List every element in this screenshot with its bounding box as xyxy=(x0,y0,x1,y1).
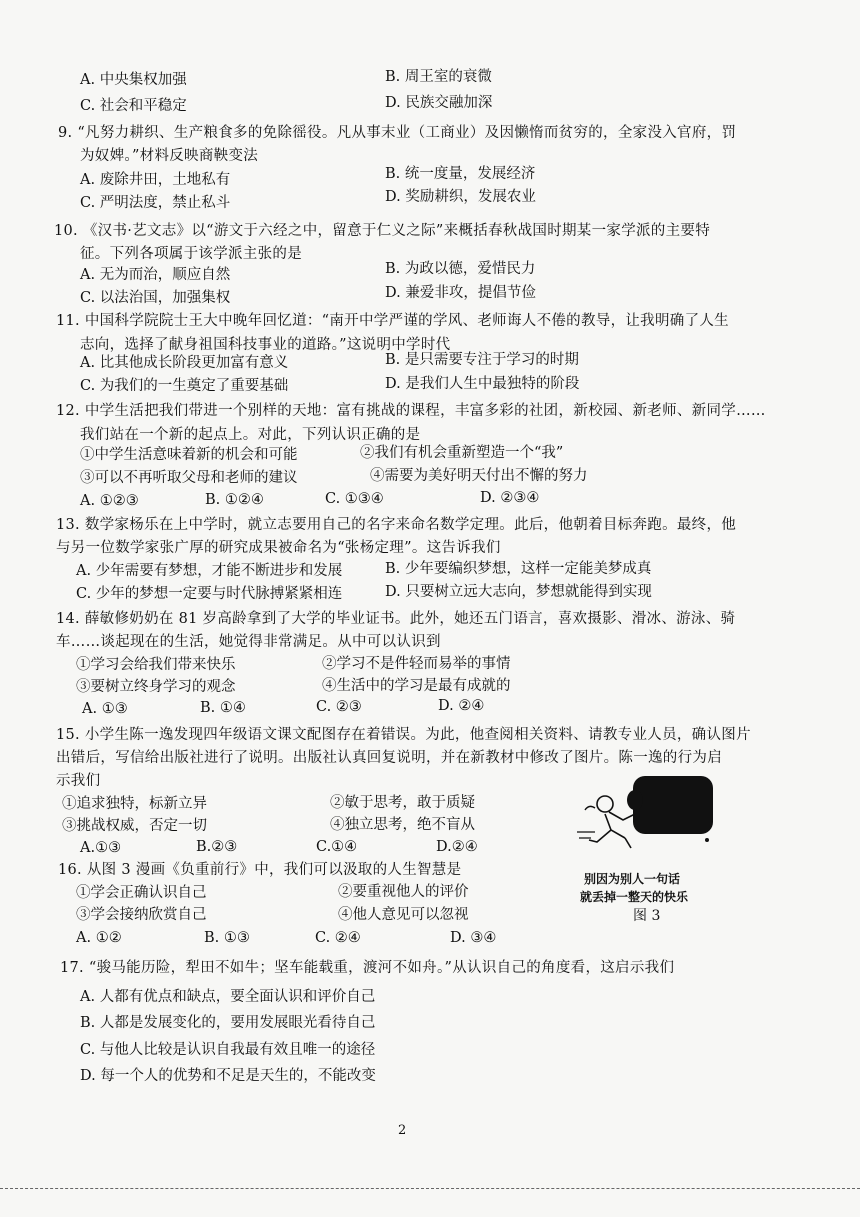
q17-option-b: B. 人都是发展变化的，要用发展眼光看待自己 xyxy=(80,1015,376,1031)
q15-stem-line3: 示我们 xyxy=(56,773,101,789)
figure3-cartoon xyxy=(575,770,725,860)
q10-stem-line2: 征。下列各项属于该学派主张的是 xyxy=(80,246,302,262)
q13-stem-line1: 13. 数学家杨乐在上中学时，就立志要用自己的名字来命名数学定理。此后，他朝着目标奔跑。最终，他 xyxy=(56,517,737,533)
q16-option-c: C. ②④ xyxy=(315,930,361,946)
q17-option-d: D. 每一个人的优势和不足是天生的，不能改变 xyxy=(80,1068,376,1084)
q16-option-b: B. ①③ xyxy=(204,930,250,946)
q14-statement-4: ④生活中的学习是最有成就的 xyxy=(322,678,511,694)
q8-option-d: D. 民族交融加深 xyxy=(385,95,493,111)
q9-stem-line1: 9. “凡努力耕织、生产粮食多的免除徭役。凡从事末业（工商业）及因懒惰而贫穷的，全家没入官府，罚 xyxy=(58,125,737,141)
q15-statement-1: ①追求独特，标新立异 xyxy=(62,796,207,812)
q14-statement-2: ②学习不是件轻而易举的事情 xyxy=(322,656,511,672)
q15-stem-line2: 出错后，写信给出版社进行了说明。出版社认真回复说明，并在新教材中修改了图片。陈一逸的行为启 xyxy=(56,750,722,766)
q14-option-c: C. ②③ xyxy=(316,699,362,715)
q15-stem-line1: 15. 小学生陈一逸发现四年级语文课文配图存在着错误。为此，他查阅相关资料、请教专业人员，确认图片 xyxy=(56,727,751,743)
q14-option-a: A. ①③ xyxy=(82,701,128,717)
q13-stem-line2: 与另一位数学家张广厚的研究成果被命名为“张杨定理”。这告诉我们 xyxy=(56,540,501,556)
q15-option-d: D.②④ xyxy=(436,839,478,855)
q12-option-c: C. ①③④ xyxy=(325,491,384,507)
q15-option-b: B.②③ xyxy=(196,839,238,855)
q16-statement-2: ②要重视他人的评价 xyxy=(338,884,469,900)
q14-statement-1: ①学习会给我们带来快乐 xyxy=(76,657,236,673)
q11-option-b: B. 是只需要专注于学习的时期 xyxy=(385,352,579,368)
q14-option-d: D. ②④ xyxy=(438,698,485,714)
q16-option-a: A. ①② xyxy=(76,930,122,946)
page-number: 2 xyxy=(398,1123,407,1138)
q15-statement-2: ②敏于思考，敢于质疑 xyxy=(330,795,475,811)
q15-option-c: C.①④ xyxy=(316,839,358,855)
q12-option-a: A. ①②③ xyxy=(80,493,139,509)
q11-option-c: C. 为我们的一生奠定了重要基础 xyxy=(80,378,289,394)
q16-option-d: D. ③④ xyxy=(450,930,497,946)
burden-block xyxy=(633,776,713,834)
q17-option-c: C. 与他人比较是认识自我最有效且唯一的途径 xyxy=(80,1042,376,1058)
q12-stem-line1: 12. 中学生活把我们带进一个别样的天地：富有挑战的课程，丰富多彩的社团，新校园、新老师、新同学…… xyxy=(56,403,766,419)
figure3-caption-line1: 别因为别人一句话 xyxy=(584,872,681,886)
q12-statement-2: ②我们有机会重新塑造一个“我” xyxy=(360,445,564,461)
q15-option-a: A.①③ xyxy=(80,840,122,856)
q11-option-a: A. 比其他成长阶段更加富有意义 xyxy=(80,355,289,371)
bottom-dashed-rule xyxy=(0,1188,860,1189)
q9-option-c: C. 严明法度，禁止私斗 xyxy=(80,195,231,211)
figure3-caption-line2: 就丢掉一整天的快乐 xyxy=(580,890,689,904)
q10-option-a: A. 无为而治，顺应自然 xyxy=(80,267,231,283)
q15-statement-4: ④独立思考，绝不盲从 xyxy=(330,817,475,833)
q16-statement-4: ④他人意见可以忽视 xyxy=(338,907,469,923)
q8-option-b: B. 周王室的衰微 xyxy=(385,69,492,85)
q12-statement-4: ④需要为美好明天付出不懈的努力 xyxy=(370,468,588,484)
q9-option-a: A. 废除井田，土地私有 xyxy=(80,172,231,188)
q16-statement-1: ①学会正确认识自己 xyxy=(76,885,207,901)
q9-option-b: B. 统一度量，发展经济 xyxy=(385,166,536,182)
q13-option-c: C. 少年的梦想一定要与时代脉搏紧紧相连 xyxy=(76,586,343,602)
q14-option-b: B. ①④ xyxy=(200,700,246,716)
person-head xyxy=(597,796,613,812)
q12-stem-line2: 我们站在一个新的起点上。对此，下列认识正确的是 xyxy=(80,427,421,443)
q15-statement-3: ③挑战权威，否定一切 xyxy=(62,818,207,834)
q11-stem-line1: 11. 中国科学院院士王大中晚年回忆道：“南开中学严谨的学风、老师诲人不倦的教导，让我明确了人生 xyxy=(56,313,729,329)
q12-option-d: D. ②③④ xyxy=(480,490,540,506)
q10-option-d: D. 兼爱非攻，提倡节俭 xyxy=(385,285,536,301)
q10-option-c: C. 以法治国，加强集权 xyxy=(80,290,231,306)
figure3-label: 图 3 xyxy=(633,908,661,924)
q17-option-a: A. 人都有优点和缺点，要全面认识和评价自己 xyxy=(80,989,376,1005)
q12-statement-3: ③可以不再听取父母和老师的建议 xyxy=(80,470,298,486)
q14-stem-line1: 14. 薛敏修奶奶在 81 岁高龄拿到了大学的毕业证书。此外，她还五门语言，喜欢摄影、滑冰、游泳、骑 xyxy=(56,611,736,627)
q9-stem-line2: 为奴婢。”材料反映商鞅变法 xyxy=(80,148,259,164)
q14-stem-line2: 车……谈起现在的生活，她觉得非常满足。从中可以认识到 xyxy=(56,634,441,650)
q8-option-a: A. 中央集权加强 xyxy=(80,72,187,88)
q12-option-b: B. ①②④ xyxy=(205,492,264,508)
q10-option-b: B. 为政以德，爱惜民力 xyxy=(385,261,536,277)
q16-statement-3: ③学会接纳欣赏自己 xyxy=(76,907,207,923)
q16-stem-line1: 16. 从图 3 漫画《负重前行》中，我们可以汲取的人生智慧是 xyxy=(58,862,462,878)
q10-stem-line1: 10. 《汉书·艺文志》以“游文于六经之中，留意于仁义之际”来概括春秋战国时期某一家学派的主要特 xyxy=(54,223,710,239)
q12-statement-1: ①中学生活意味着新的机会和可能 xyxy=(80,447,298,463)
q13-option-a: A. 少年需要有梦想，才能不断进步和发展 xyxy=(76,563,343,579)
q11-stem-line2: 志向，选择了献身祖国科技事业的道路。”这说明中学时代 xyxy=(80,337,451,353)
q11-option-d: D. 是我们人生中最独特的阶段 xyxy=(385,376,580,392)
q17-stem-line1: 17. “骏马能历险，犁田不如牛；坚车能载重，渡河不如舟。”从认识自己的角度看，这启示我们 xyxy=(60,960,675,976)
q9-option-d: D. 奖励耕织，发展农业 xyxy=(385,189,536,205)
q13-option-d: D. 只要树立远大志向，梦想就能得到实现 xyxy=(385,584,652,600)
q13-option-b: B. 少年要编织梦想，这样一定能美梦成真 xyxy=(385,561,652,577)
q14-statement-3: ③要树立终身学习的观念 xyxy=(76,679,236,695)
q8-option-c: C. 社会和平稳定 xyxy=(80,98,187,114)
